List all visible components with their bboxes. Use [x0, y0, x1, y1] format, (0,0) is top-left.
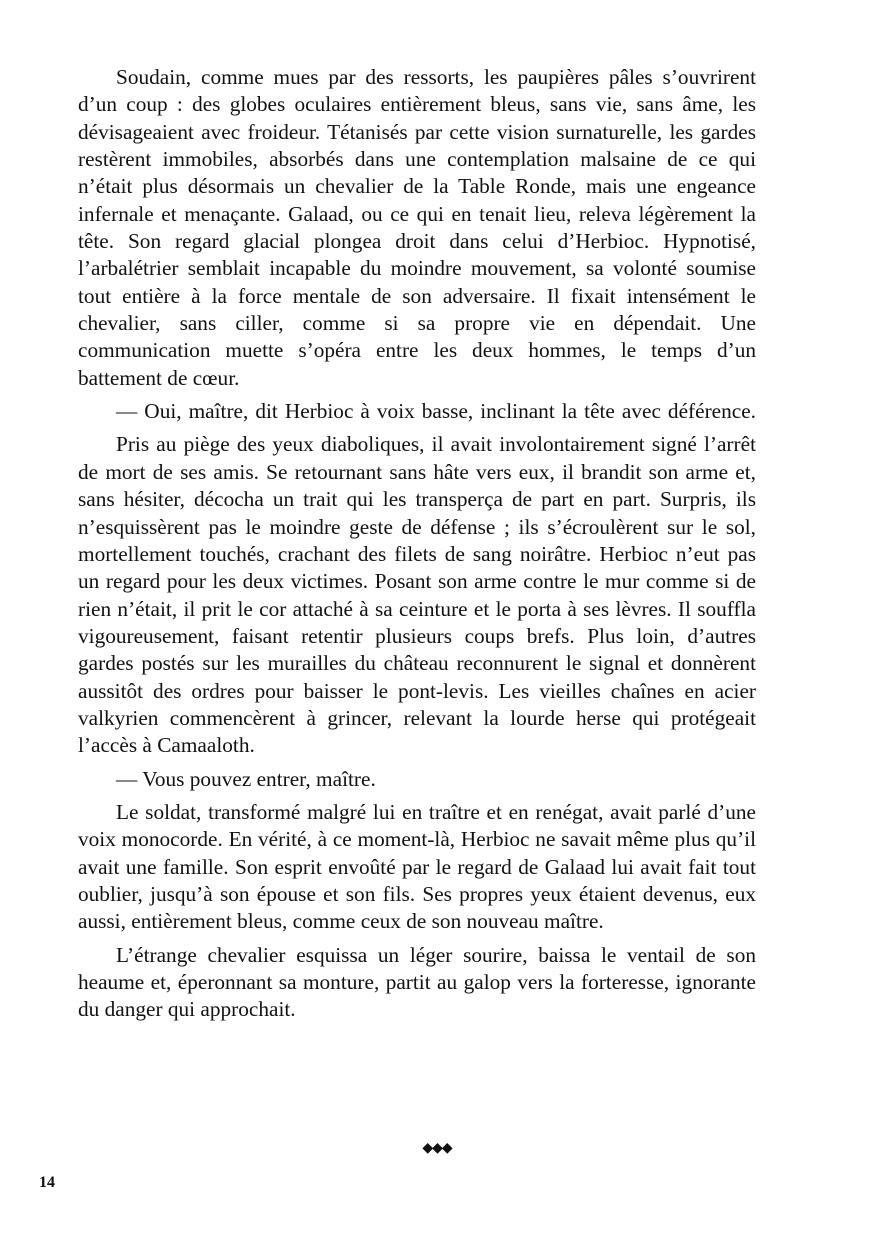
section-break-ornament: ◆◆◆ [422, 1140, 452, 1156]
paragraph: Le soldat, transformé malgré lui en traître et en renégat, avait parlé d’une voix monocorde. En vérité, à ce moment-là, Herbioc ne savait même plus qu’il avait une famille. Son esprit envoûté par le regard de Galaad lui avait fait tout oublier, jusqu’à son épouse et son fils. Ses propres yeux étaient devenus, eux aussi, entièrement bleus, comme ceux de son nouveau maître. [78, 799, 756, 934]
page-body [78, 64, 756, 1030]
paragraph: Pris au piège des yeux diaboliques, il avait involontairement signé l’arrêt de mort de ses amis. Se retournant sans hâte vers eux, il brandit son arme et, sans hésiter, décocha un trait qui les transperça de part en part. Surpris, ils n’esquissèrent pas le moindre geste de défense ; ils s’écroulèrent sur le sol, mortellement touchés, crachant des filets de sang noirâtre. Herbioc n’eut pas un regard pour les deux victimes. Posant son arme contre le mur comme si de rien n’était, il prit le cor attaché à sa ceinture et le porta à ses lèvres. Il souffla vigoureusement, faisant retentir plusieurs coups brefs. Plus loin, d’autres gardes postés sur les murailles du château reconnurent le signal et donnèrent aussitôt des ordres pour baisser le pont-levis. Les vieilles chaînes en acier valkyrien commencèrent à grincer, relevant la lourde herse qui protégeait l’accès à Camaaloth. [78, 432, 756, 758]
dialogue-line: — Vous pouvez entrer, maître. [116, 766, 376, 791]
page-number: 14 [39, 1174, 55, 1191]
paragraph: L’étrange chevalier esquissa un léger sourire, baissa le ventail de son heaume et, éperonnant sa monture, partit au galop vers la forteresse, ignorante du danger qui approchait. [78, 942, 756, 1022]
dialogue-line: — Oui, maître, dit Herbioc à voix basse, inclinant la tête avec déférence. [116, 399, 756, 424]
paragraph: Soudain, comme mues par des ressorts, les paupières pâles s’ouvrirent d’un coup : des globes oculaires entièrement bleus, sans vie, sans âme, les dévisageaient avec froideur. Tétanisés par cette vision surnaturelle, les gardes restèrent immobiles, absorbés dans une contemplation malsaine de ce qui n’était plus désormais un chevalier de la Table Ronde, mais une engeance infernale et menaçante. Galaad, ou ce qui en tenait lieu, releva légèrement la tête. Son regard glacial plongea droit dans celui d’Herbioc. Hypnotisé, l’arbalétrier semblait incapable du moindre mouvement, sa volonté soumise tout entière à la force mentale de son adversaire. Il fixait intensément le chevalier, sans ciller, comme si sa propre vie en dépendait. Une communication muette s’opéra entre les deux hommes, le temps d’un battement de cœur. [78, 65, 756, 390]
